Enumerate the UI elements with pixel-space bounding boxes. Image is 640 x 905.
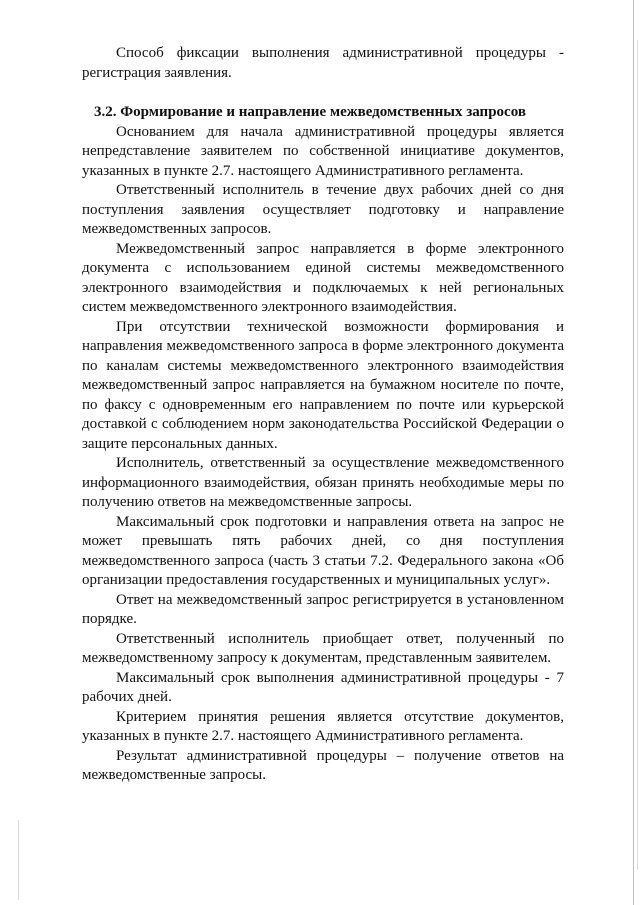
paragraph: Ответ на межведомственный запрос регистрируется в установленном порядке. <box>82 591 564 627</box>
paragraph: Максимальный срок подготовки и направления ответа на запрос не может превышать пять рабочих дней, со дня поступления межведомственного запроса (часть 3 статьи 7.2. Федерального закона «Об организации предоставления государственных и муниципальных услуг». <box>82 513 564 588</box>
paragraph: Критерием принятия решения является отсутствие документов, указанных в пункте 2.7. настоящего Административного регламента. <box>82 708 564 744</box>
intro-paragraph: Способ фиксации выполнения административной процедуры - регистрация заявления. <box>82 45 564 81</box>
paragraph: Исполнитель, ответственный за осуществление межведомственного информационного взаимодействия, обязан принять необходимые меры по получению ответов на межведомственные запросы. <box>82 455 564 510</box>
paragraph: Межведомственный запрос направляется в форме электронного документа с использованием единой системы межведомственного электронного взаимодействия и подключаемых к ней региональных систем межведомственного электронного взаимодействия. <box>82 240 564 315</box>
paragraph: Результат административной процедуры – получение ответов на межведомственные запросы. <box>82 747 564 783</box>
paragraph: Ответственный исполнитель в течение двух рабочих дней со дня поступления заявления осуществляет подготовку и направление межведомственных запросов. <box>82 182 564 237</box>
scan-edge-line <box>633 0 634 905</box>
paragraph: Ответственный исполнитель приобщает ответ, полученный по межведомственному запросу к документам, представленным заявителем. <box>82 630 564 666</box>
scan-edge-line <box>18 820 19 900</box>
paragraph: Максимальный срок выполнения административной процедуры - 7 рабочих дней. <box>82 669 564 705</box>
paragraph: Основанием для начала административной процедуры является непредставление заявителем по собственной инициативе документов, указанных в пункте 2.7. настоящего Административного регламента. <box>82 123 564 179</box>
document-body <box>82 44 564 786</box>
paragraph: При отсутствии технической возможности формирования и направления межведомственного запроса в форме электронного документа по каналам системы межведомственного электронного взаимодействия межведомственный запрос направляется на бумажном носителе по почте, по факсу с одновременным его направлением по почте или курьерской доставкой с соблюдением норм законодательства Российской Федерации о защите персональных данных. <box>82 318 564 452</box>
section-heading: 3.2. Формирование и направление межведомственных запросов <box>94 104 526 120</box>
scan-edge-line <box>637 40 638 870</box>
